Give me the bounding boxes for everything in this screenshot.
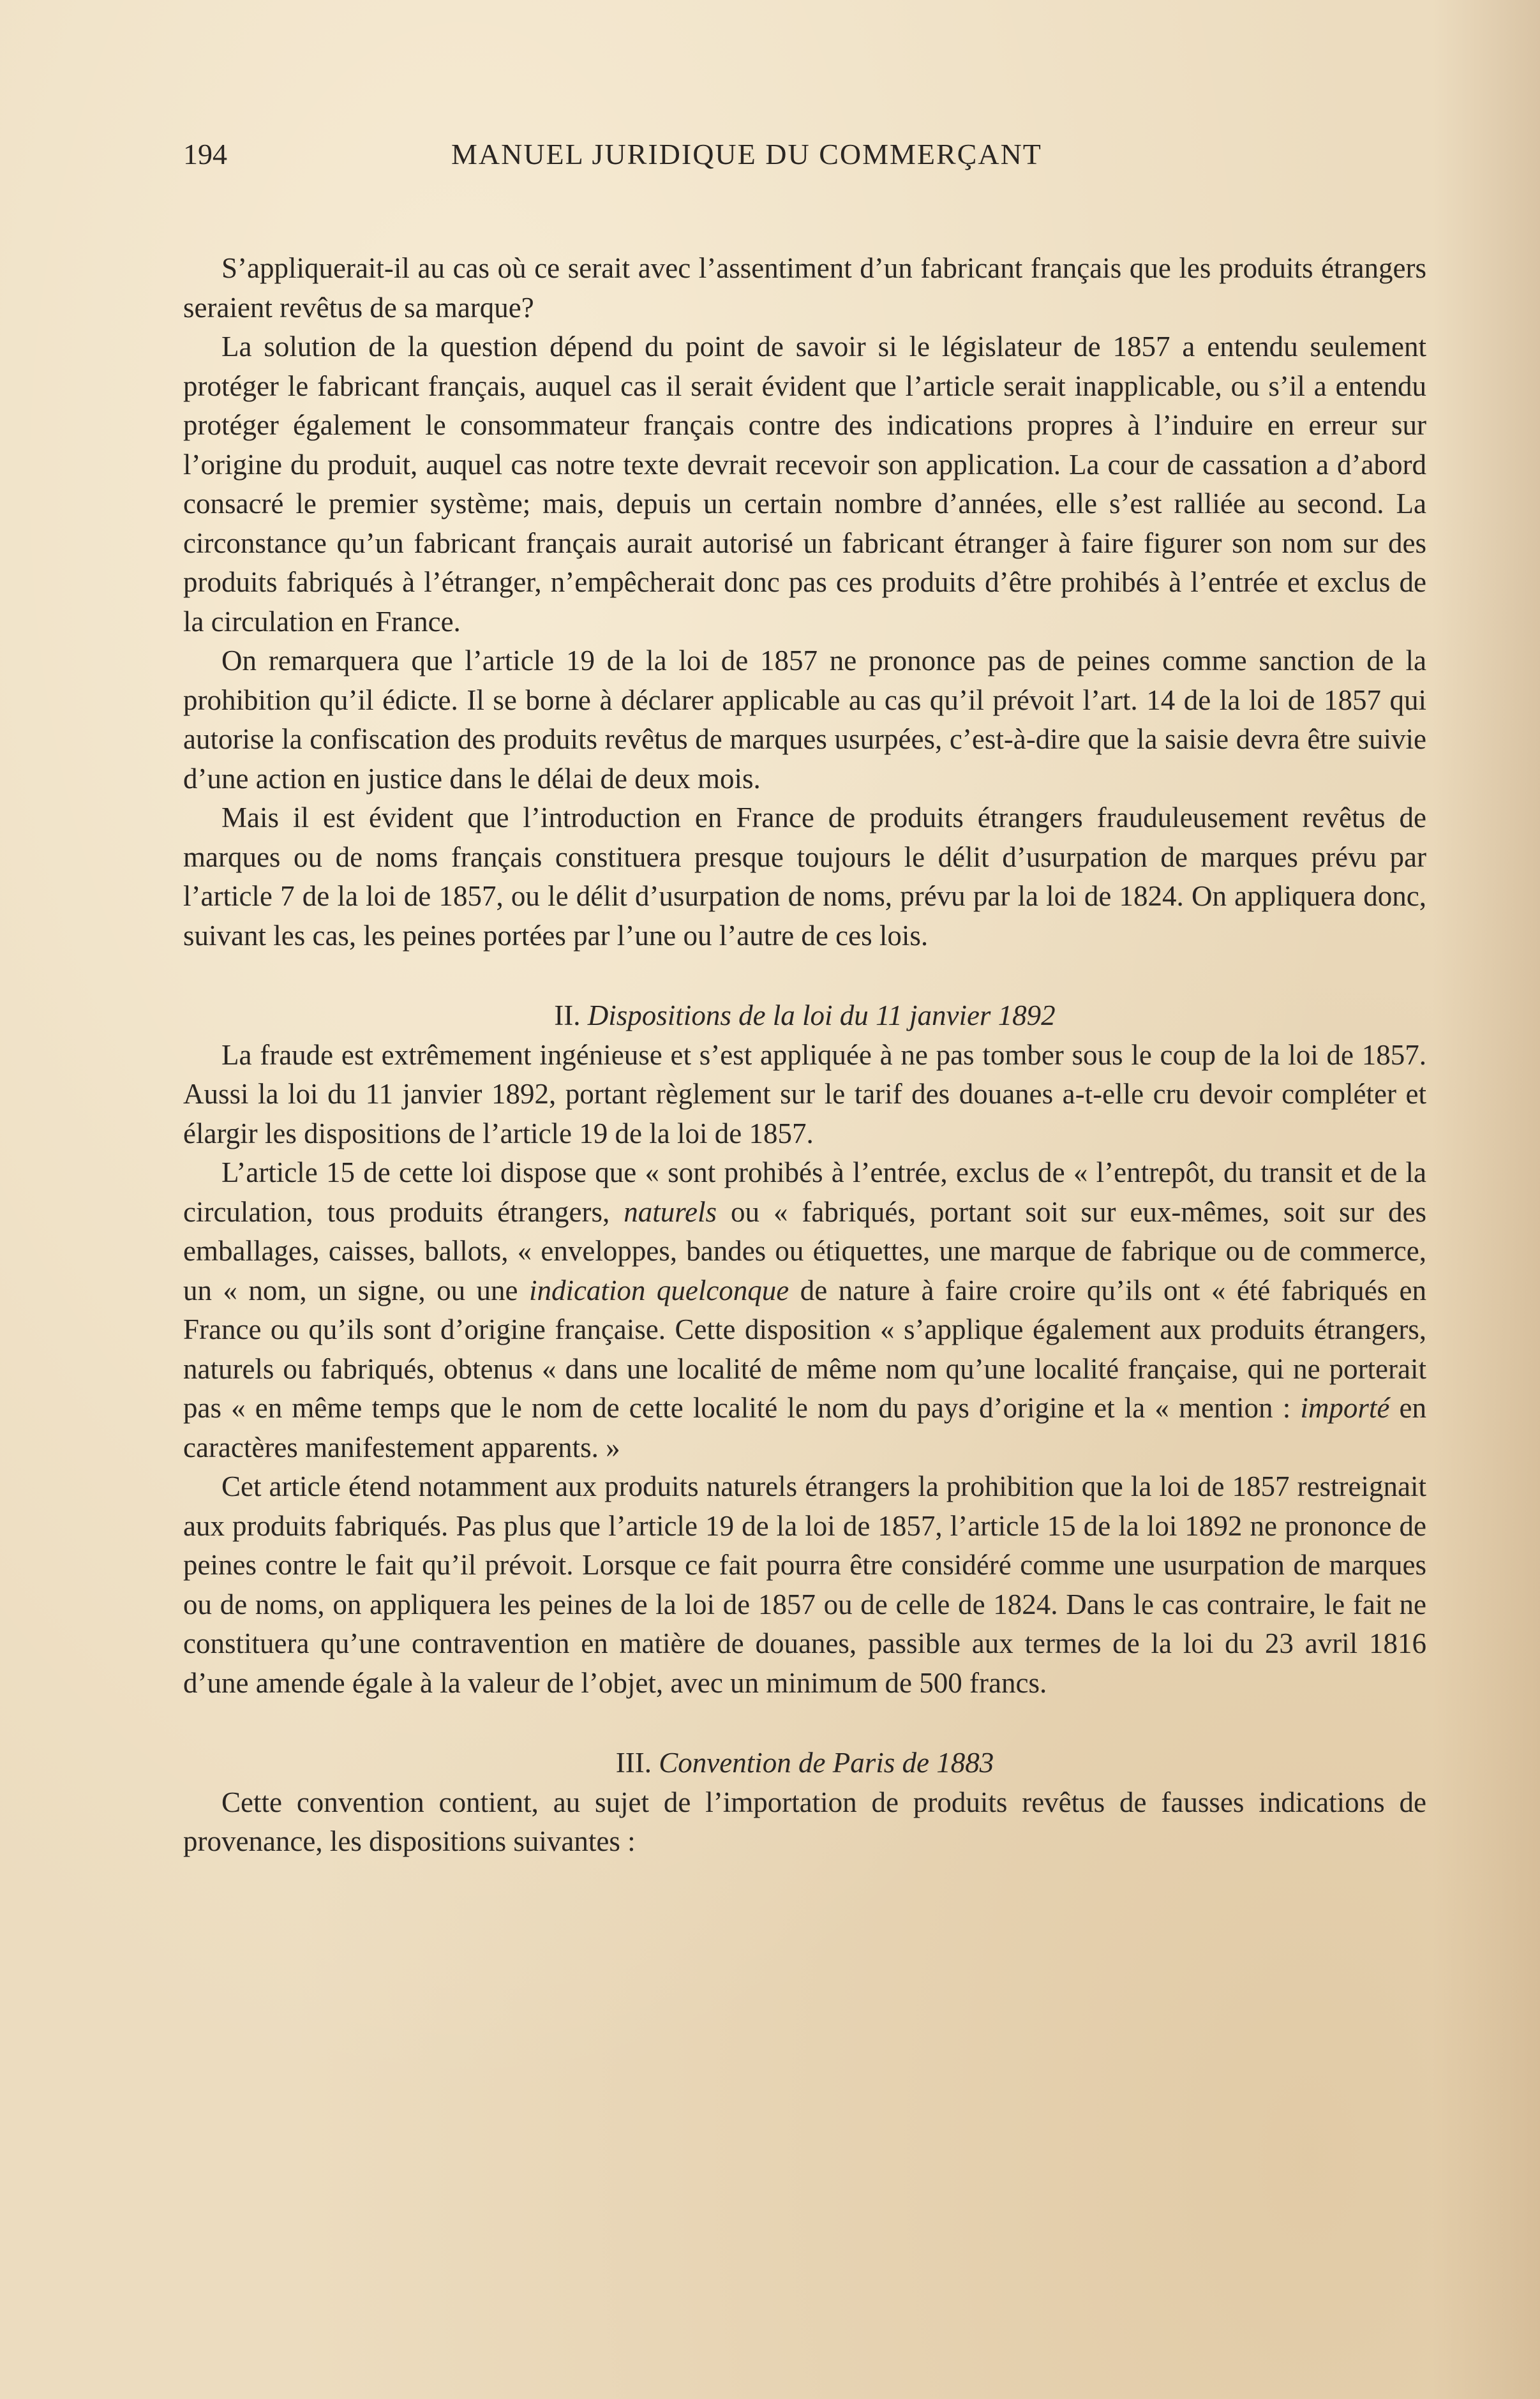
section-number: II. xyxy=(554,999,581,1031)
quote-emphasis: indication quelconque xyxy=(528,1274,789,1306)
quote-text: en caractères manifestement apparents. » xyxy=(183,1392,1426,1463)
section-heading-3 xyxy=(183,1744,1426,1783)
quote-text: ou « fabriqués, portant soit sur eux-mêmes, soit sur des emballages, caisses, ballots, « enveloppes, bandes ou étiquettes, une marque de fabrique ou de commerce, un « nom, un signe, ou une xyxy=(183,1195,1426,1306)
paragraph: La fraude est extrêmement ingénieuse et s’est appliquée à ne pas tomber sous le coup de la loi de 1857. Aussi la loi du 11 janvier 1892, portant règlement sur le tarif des douanes a-t-elle cru devoir compléter et élargir les dispositions de l’article 19 de la loi de 1857. xyxy=(183,1038,1426,1149)
paragraph: Cette convention contient, au sujet de l’importation de produits revêtus de fausses indications de provenance, les dispositions suivantes : xyxy=(183,1786,1426,1857)
quote-emphasis: importé xyxy=(1300,1392,1390,1424)
page-number: 194 xyxy=(183,138,227,170)
paragraph: La solution de la question dépend du point de savoir si le législateur de 1857 a entendu seulement protéger le fabricant français, auquel cas il serait évident que l’article serait inapplicable, ou s’il a entendu protéger également le consommateur français contre des indications propres à l’induire en erreur sur l’origine du produit, auquel cas notre texte devrait recevoir son application. La cour de cassation a d’abord consacré le premier système; mais, depuis un certain nombre d’années, elle s’est ralliée au second. La circonstance qu’un fabricant français aurait autorisé un fabricant étranger à faire figurer son nom sur des produits fabriqués à l’étranger, n’empêcherait donc pas ces produits d’être prohibés à l’entrée et exclus de la circulation en France. xyxy=(183,331,1426,638)
page-header xyxy=(183,137,1426,182)
section-title: Convention de Paris de 1883 xyxy=(659,1747,994,1779)
quoted-article-paragraph xyxy=(183,1153,1426,1467)
page xyxy=(183,137,1426,1862)
section-heading-2 xyxy=(183,996,1426,1036)
paragraph: Mais il est évident que l’introduction en France de produits étrangers frauduleusement revêtus de marques ou de noms français constituera presque toujours le délit d’usurpation de marques prévu par l’article 7 de la loi de 1857, ou le délit d’usurpation de noms, prévu par la loi de 1824. On appliquera donc, suivant les cas, les peines portées par l’une ou l’autre de ces lois. xyxy=(183,802,1426,952)
body-text xyxy=(183,249,1426,1862)
section-title: Dispositions de la loi du 11 janvier 1892 xyxy=(587,999,1056,1031)
quote-text: L’article 15 de cette loi dispose que « sont prohibés à l’entrée, exclus de « l’entrepôt, du transit et de la circulation, tous produits étrangers, xyxy=(183,1156,1426,1228)
paragraph: On remarquera que l’article 19 de la loi de 1857 ne prononce pas de peines comme sanction de la prohibition qu’il édicte. Il se borne à déclarer applicable au cas qu’il prévoit l’art. 14 de la loi de 1857 qui autorise la confiscation des produits revêtus de marques usurpées, c’est-à-dire que la saisie devra être suivie d’une action en justice dans le délai de deux mois. xyxy=(183,645,1426,795)
running-title: MANUEL JURIDIQUE DU COMMERÇANT xyxy=(451,138,1042,170)
quote-text: de nature à faire croire qu’ils ont « été fabriqués en France ou qu’ils sont d’origine française. Cette disposition « s’applique également aux produits étrangers, naturels ou fabriqués, obtenus « dans une localité de même nom qu’une localité française, qui ne porterait pas « en même temps que le nom de cette localité le nom du pays d’origine et la « mention : xyxy=(183,1274,1427,1424)
paragraph: Cet article étend notamment aux produits naturels étrangers la prohibition que la loi de 1857 restreignait aux produits fabriqués. Pas plus que l’article 19 de la loi de 1857, l’article 15 de la loi 1892 ne prononce de peines contre le fait qu’il prévoit. Lorsque ce fait pourra être considéré comme une usurpation de marques ou de noms, on appliquera les peines de la loi de 1857 ou de celle de 1824. Dans le cas contraire, le fait ne constituera qu’une contravention en matière de douanes, passible aux termes de la loi du 23 avril 1816 d’une amende égale à la valeur de l’objet, avec un minimum de 500 francs. xyxy=(183,1470,1426,1699)
paragraph: S’appliquerait-il au cas où ce serait avec l’assentiment d’un fabricant français que les produits étrangers seraient revêtus de sa marque? xyxy=(183,252,1426,324)
section-number: III. xyxy=(615,1747,652,1779)
quote-emphasis: naturels xyxy=(624,1195,717,1228)
